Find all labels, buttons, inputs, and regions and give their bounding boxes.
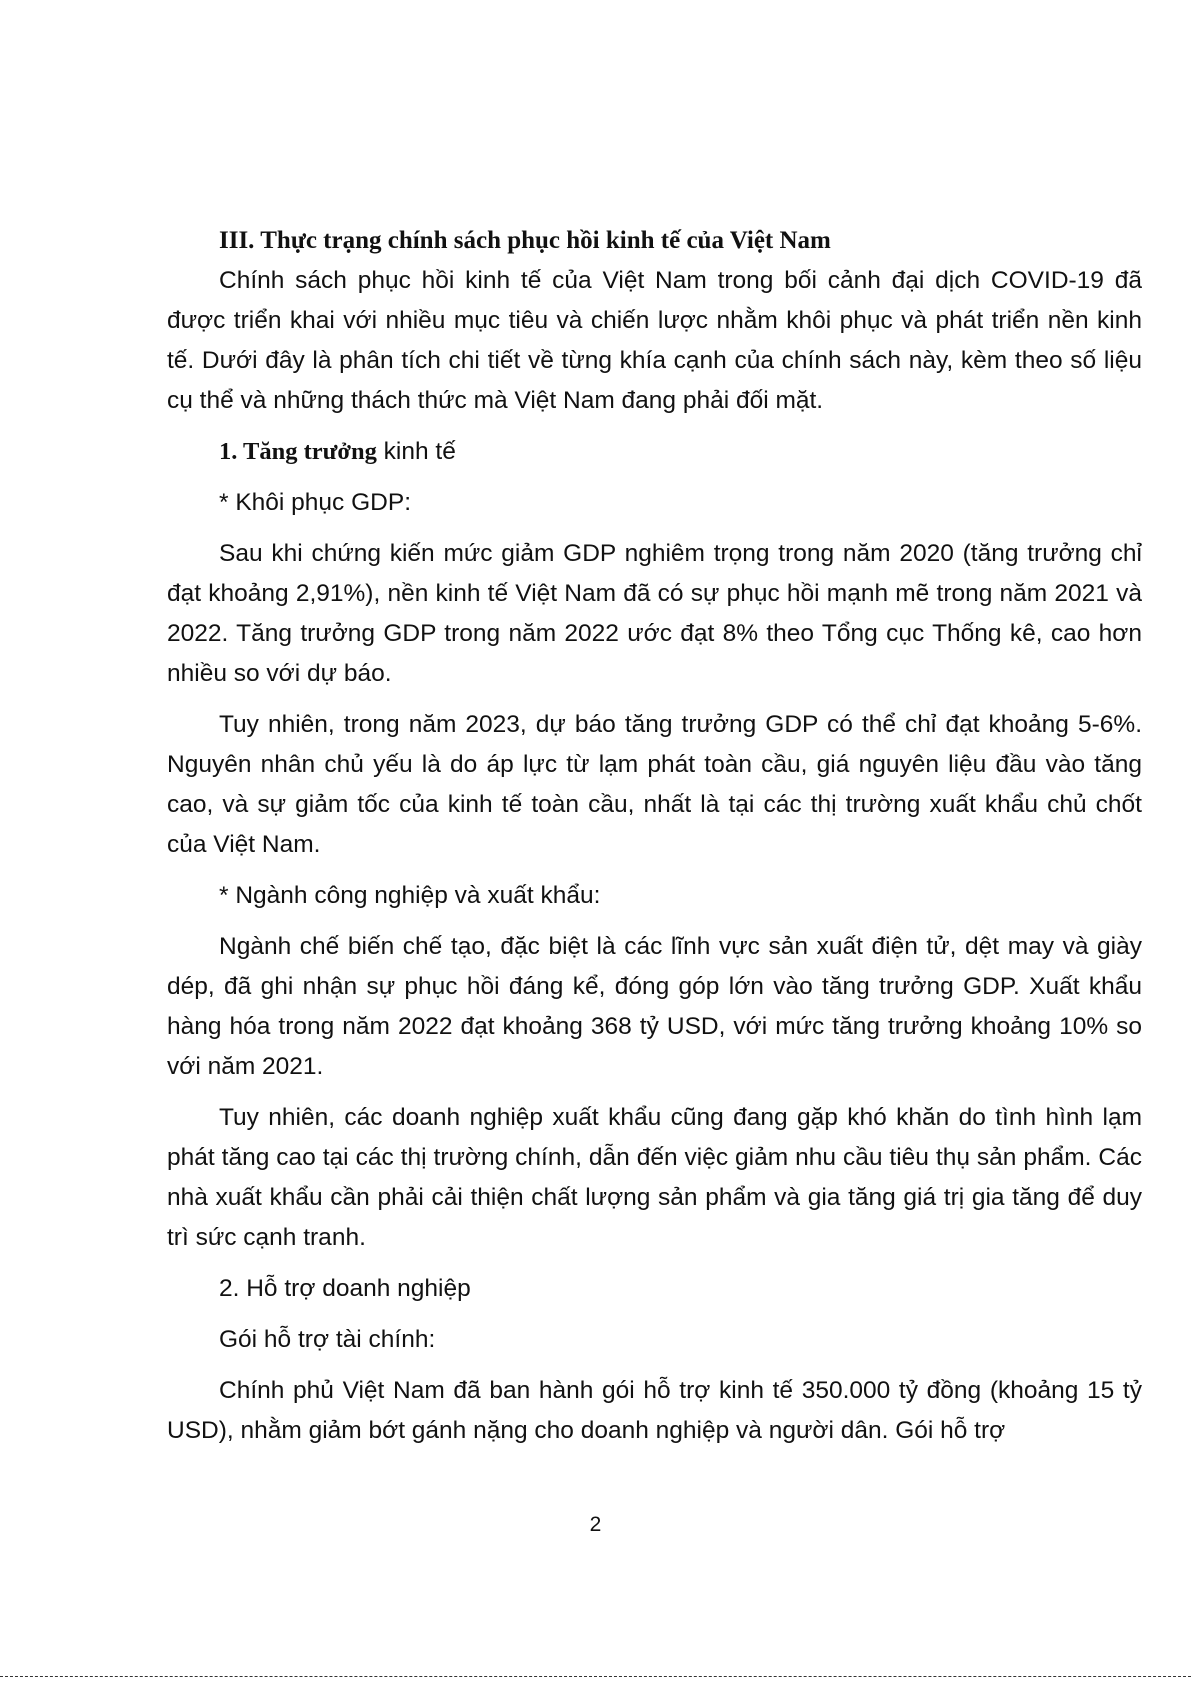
industry-paragraph-1: Ngành chế biến chế tạo, đặc biệt là các lĩnh vực sản xuất điện tử, dệt may và giày dép, đã ghi nhận sự phục hồi đáng kể, đóng góp lớn vào tăng trưởng GDP. Xuất khẩu hàng hóa trong năm 2022 đạt khoảng 368 tỷ USD, với mức tăng trưởng khoảng 10% so với năm 2021. (167, 933, 1142, 1080)
gdp-paragraph-2: Tuy nhiên, trong năm 2023, dự báo tăng trưởng GDP có thể chỉ đạt khoảng 5-6%. Nguyên nhân chủ yếu là do áp lực từ lạm phát toàn cầu, giá nguyên liệu đầu vào tăng cao, và sự giảm tốc của kinh tế toàn cầu, nhất là tại các thị trường xuất khẩu chủ chốt của Việt Nam. (167, 711, 1142, 858)
part1-heading-number: 1. Tăng trưởng (219, 438, 377, 465)
support-subheading: Gói hỗ trợ tài chính: (219, 1326, 436, 1353)
document-body (167, 221, 1142, 1451)
part1-heading (167, 432, 1142, 472)
part1-heading-rest: kinh tế (376, 438, 456, 465)
industry-paragraph-2: Tuy nhiên, các doanh nghiệp xuất khẩu cũng đang gặp khó khăn do tình hình lạm phát tăng cao tại các thị trường chính, dẫn đến việc giảm nhu cầu tiêu thụ sản phẩm. Các nhà xuất khẩu cần phải cải thiện chất lượng sản phẩm và gia tăng giá trị gia tăng để duy trì sức cạnh tranh. (167, 1104, 1142, 1251)
industry-subheading: * Ngành công nghiệp và xuất khẩu: (219, 882, 601, 909)
section-heading: III. Thực trạng chính sách phục hồi kinh tế của Việt Nam (219, 227, 831, 254)
bottom-divider (0, 1676, 1191, 1677)
gdp-subheading: * Khôi phục GDP: (219, 489, 412, 516)
page-number: 2 (589, 1513, 602, 1536)
support-paragraph-1: Chính phủ Việt Nam đã ban hành gói hỗ trợ kinh tế 350.000 tỷ đồng (khoảng 15 tỷ USD), nhằm giảm bớt gánh nặng cho doanh nghiệp và người dân. Gói hỗ trợ (167, 1377, 1142, 1444)
part2-heading: 2. Hỗ trợ doanh nghiệp (219, 1275, 471, 1302)
gdp-paragraph-1: Sau khi chứng kiến mức giảm GDP nghiêm trọng trong năm 2020 (tăng trưởng chỉ đạt khoảng 2,91%), nền kinh tế Việt Nam đã có sự phục hồi mạnh mẽ trong năm 2021 và 2022. Tăng trưởng GDP trong năm 2022 ước đạt 8% theo Tổng cục Thống kê, cao hơn nhiều so với dự báo. (167, 540, 1142, 687)
intro-paragraph: Chính sách phục hồi kinh tế của Việt Nam trong bối cảnh đại dịch COVID-19 đã được triển khai với nhiều mục tiêu và chiến lược nhằm khôi phục và phát triển nền kinh tế. Dưới đây là phân tích chi tiết về từng khía cạnh của chính sách này, kèm theo số liệu cụ thể và những thách thức mà Việt Nam đang phải đối mặt. (167, 267, 1142, 414)
